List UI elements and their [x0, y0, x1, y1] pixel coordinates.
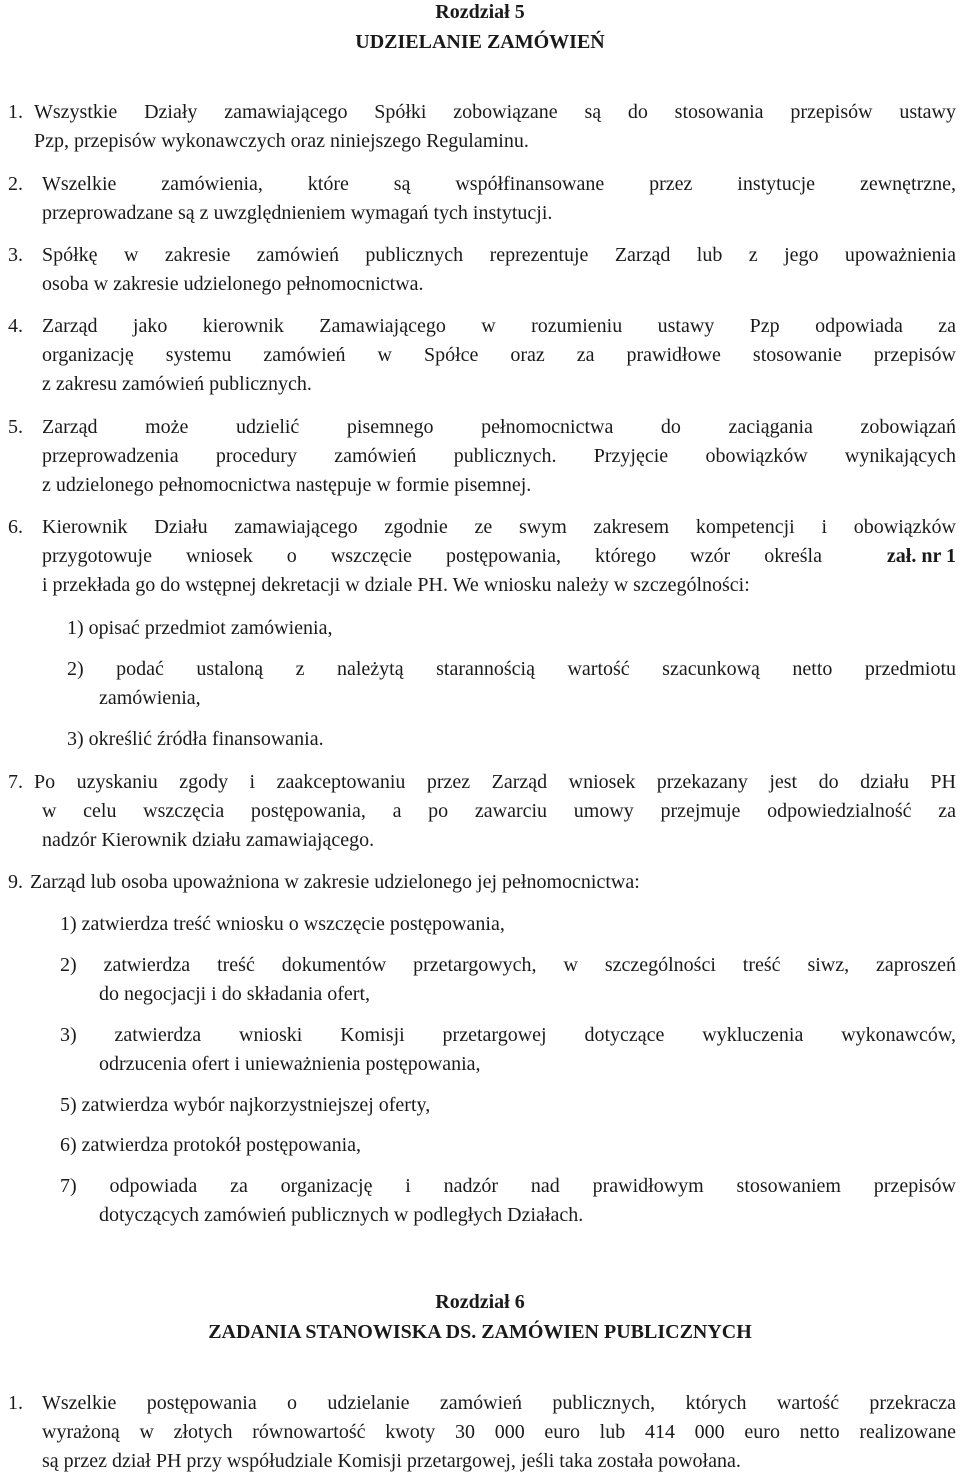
paragraph-line: z zakresu zamówień publicznych. [42, 373, 312, 395]
attachment-reference: zał. nr 1 [886, 545, 956, 567]
paragraph-line: przeprowadzane są z uwzględnieniem wymagań tych instytucji. [42, 202, 553, 224]
paragraph-number: 2. [8, 173, 23, 195]
paragraph-line: osoba w zakresie udzielonego pełnomocnictwa. [42, 273, 424, 295]
paragraph-line: Zarząd może udzielić pisemnego pełnomocnictwa do zaciągania zobowiązań [42, 416, 956, 438]
paragraph-number: 7. [8, 771, 23, 793]
paragraph-number: 3. [8, 244, 23, 266]
paragraph-line: organizację systemu zamówień w Spółce oraz za prawidłowe stosowanie przepisów [42, 344, 956, 366]
list-item-continuation: odrzucenia ofert i unieważnienia postępowania, [99, 1053, 481, 1075]
paragraph-line: Spółkę w zakresie zamówień publicznych reprezentuje Zarząd lub z jego upoważnienia [42, 244, 956, 266]
paragraph-number: 1. [8, 1392, 23, 1414]
list-item-continuation: dotyczących zamówień publicznych w podległych Działach. [99, 1204, 584, 1226]
paragraph-line: Wszelkie zamówienia, które są współfinansowane przez instytucje zewnętrzne, [42, 173, 956, 195]
chapter-6-heading: Rozdział 6 [435, 1291, 525, 1313]
paragraph-line: Zarząd lub osoba upoważniona w zakresie udzielonego jej pełnomocnictwa: [30, 871, 640, 893]
paragraph-line-text: przygotowuje wniosek o wszczęcie postępowania, którego wzór określa [42, 545, 822, 567]
list-item-continuation: zamówienia, [99, 687, 201, 709]
list-item: 3) zatwierdza wnioski Komisji przetargowej dotyczące wykluczenia wykonawców, [60, 1024, 956, 1046]
paragraph-line: Wszystkie Działy zamawiającego Spółki zobowiązane są do stosowania przepisów ustawy [34, 101, 956, 123]
list-item: 2) zatwierdza treść dokumentów przetargowych, w szczególności treść siwz, zaproszeń [60, 954, 956, 976]
paragraph-line: z udzielonego pełnomocnictwa następuje w formie pisemnej. [42, 474, 532, 496]
paragraph-line: nadzór Kierownik działu zamawiającego. [42, 829, 375, 851]
chapter-6-title: ZADANIA STANOWISKA DS. ZAMÓWIEN PUBLICZNYCH [208, 1321, 752, 1343]
chapter-5-heading: Rozdział 5 [435, 1, 525, 23]
list-item: 5) zatwierdza wybór najkorzystniejszej oferty, [60, 1094, 431, 1116]
paragraph-number: 1. [8, 101, 23, 123]
list-item: 3) określić źródła finansowania. [67, 728, 324, 750]
list-item-continuation: do negocjacji i do składania ofert, [99, 983, 371, 1005]
paragraph-number: 6. [8, 516, 23, 538]
paragraph-line: i przekłada go do wstępnej dekretacji w dziale PH. We wniosku należy w szczególności: [42, 574, 750, 596]
paragraph-line: Wszelkie postępowania o udzielanie zamówień publicznych, których wartość przekracza [42, 1392, 956, 1414]
paragraph-line: są przez dział PH przy współudziale Komisji przetargowej, jeśli taka została powołana. [42, 1450, 741, 1472]
paragraph-line: w celu wszczęcia postępowania, a po zawarciu umowy przejmuje odpowiedzialność za [42, 800, 956, 822]
paragraph-number: 5. [8, 416, 23, 438]
list-item: 2) podać ustaloną z należytą starannością wartość szacunkową netto przedmiotu [67, 658, 956, 680]
list-item: 7) odpowiada za organizację i nadzór nad prawidłowym stosowaniem przepisów [60, 1175, 956, 1197]
paragraph-line: przeprowadzenia procedury zamówień publicznych. Przyjęcie obowiązków wynikających [42, 445, 956, 467]
paragraph-line: wyrażoną w złotych równowartość kwoty 30 000 euro lub 414 000 euro netto realizowane [42, 1421, 956, 1443]
paragraph-line: Zarząd jako kierownik Zamawiającego w rozumieniu ustawy Pzp odpowiada za [42, 315, 956, 337]
paragraph-line: Pzp, przepisów wykonawczych oraz niniejszego Regulaminu. [34, 130, 529, 152]
list-item: 1) zatwierdza treść wniosku o wszczęcie postępowania, [60, 913, 505, 935]
list-item: 6) zatwierdza protokół postępowania, [60, 1134, 362, 1156]
paragraph-number: 4. [8, 315, 23, 337]
paragraph-number: 9. [8, 871, 23, 893]
chapter-5-title: UDZIELANIE ZAMÓWIEŃ [355, 31, 605, 53]
list-item: 1) opisać przedmiot zamówienia, [67, 617, 333, 639]
paragraph-line [42, 542, 956, 570]
paragraph-line: Po uzyskaniu zgody i zaakceptowaniu przez Zarząd wniosek przekazany jest do działu PH [34, 771, 956, 793]
paragraph-line: Kierownik Działu zamawiającego zgodnie ze swym zakresem kompetencji i obowiązków [42, 516, 956, 538]
